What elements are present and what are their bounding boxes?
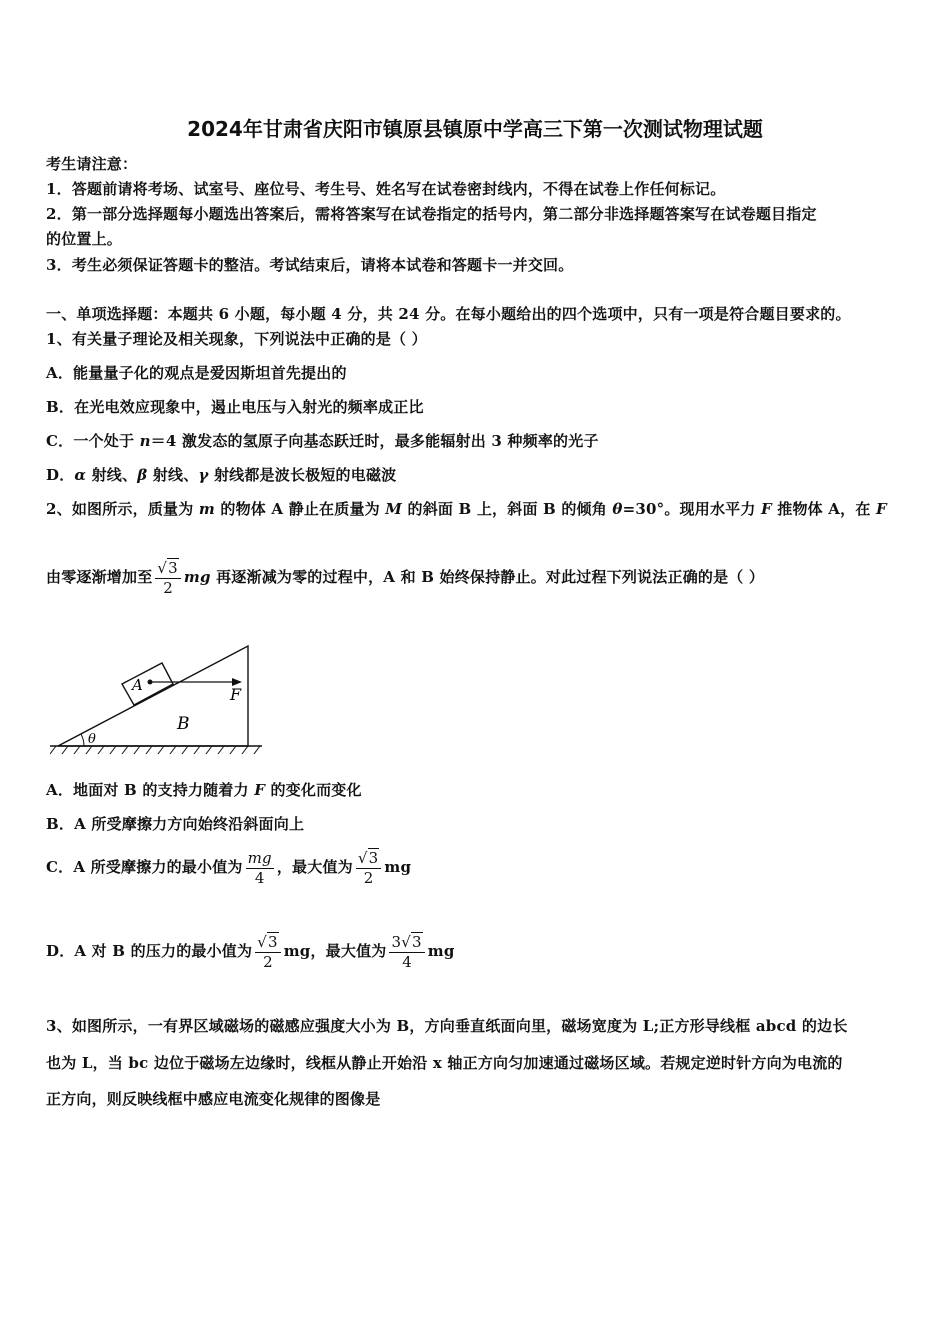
q2-a-text: A．地面对 B 的支持力随着力 — [46, 781, 255, 799]
q1-d-beta: β — [137, 466, 148, 484]
fraction-sqrt3-over-2: $\frac{√3}{2}$ — [155, 560, 181, 596]
q1-d-text-3: 射线、 — [147, 466, 199, 484]
incline-diagram — [50, 640, 270, 760]
q2-var-mg: mg — [183, 568, 211, 586]
q1-d-text-4: 射线都是波长极短的电磁波 — [208, 466, 397, 484]
label-A: A — [132, 676, 143, 694]
fraction-sqrt3-over-2: $\frac{√3}{2}$ — [356, 850, 382, 886]
q2-stem-line-2 — [46, 560, 764, 596]
fraction-sqrt3-over-2: $\frac{√3}{2}$ — [255, 934, 281, 970]
q2-option-c — [46, 850, 411, 886]
q1-option-c — [46, 430, 599, 451]
page-title: 2024年甘肃省庆阳市镇原县镇原中学高三下第一次测试物理试题 — [187, 117, 763, 141]
frac-numerator: 3 — [267, 933, 278, 951]
q3-stem-line-1: 3、如图所示，一有界区域磁场的磁感应强度大小为 B，方向垂直纸面向里，磁场宽度为 L;正方形导线框 abcd 的边长 — [46, 1017, 848, 1035]
q1-d-text-2: 射线、 — [86, 466, 138, 484]
notice-item-2: 2．第一部分选择题每小题选出答案后，需将答案写在试卷指定的括号内，第二部分非选择题答案写在试卷题目指定 — [46, 205, 817, 223]
q1-stem: 1、有关量子理论及相关现象，下列说法中正确的是（ ） — [46, 330, 427, 348]
label-B: B — [177, 714, 190, 734]
frac-numerator: mg — [247, 849, 272, 867]
q1-d-alpha: α — [74, 466, 87, 484]
q1-c-text: C．一个处于 — [46, 432, 140, 450]
frac-coefficient: 3 — [391, 933, 402, 951]
q2-a-text-2: 的变化而变化 — [265, 781, 362, 799]
q1-c-var: n — [139, 432, 151, 450]
q1-option-b: B．在光电效应现象中，遏止电压与入射光的频率成正比 — [46, 398, 424, 416]
q1-d-gamma: γ — [198, 466, 209, 484]
frac-denominator: 2 — [363, 868, 374, 887]
q2-stem-text-3: 的斜面 B 上，斜面 B 的倾角 — [402, 500, 613, 518]
fraction-3sqrt3-over-4: $\frac{3√3}{4}$ — [389, 934, 424, 970]
q1-d-text: D． — [46, 466, 75, 484]
q2-var-F: F — [760, 500, 772, 518]
q1-option-a: A．能量量子化的观点是爱因斯坦首先提出的 — [46, 364, 347, 382]
q2-stem-text-1: 2、如图所示，质量为 — [46, 500, 199, 518]
q2-c-text-3: mg — [384, 858, 412, 876]
q1-option-d — [46, 464, 396, 485]
notice-item-3: 3．考生必须保证答题卡的整洁。考试结束后，请将本试卷和答题卡一并交回。 — [46, 256, 574, 274]
angle-arc — [81, 734, 84, 746]
q2-stem-text-4: =30°。现用水平力 — [622, 500, 761, 518]
q2-a-var-F: F — [254, 781, 266, 799]
label-F: F — [230, 685, 242, 704]
q2-option-a — [46, 779, 362, 800]
frac-numerator: 3 — [368, 849, 379, 867]
frac-denominator: 4 — [402, 952, 412, 971]
q2-var-m: m — [198, 500, 215, 518]
frac-denominator: 4 — [254, 868, 265, 887]
q2-var-F-2: F — [875, 500, 887, 518]
notice-item-2-cont: 的位置上。 — [46, 230, 123, 248]
q2-var-theta: θ — [612, 500, 623, 518]
section-heading: 一、单项选择题：本题共 6 小题，每小题 4 分，共 24 分。在每小题给出的四个选项中，只有一项是符合题目要求的。 — [46, 305, 851, 323]
q2-stem — [46, 498, 887, 519]
q2-d-text-2: mg，最大值为 — [283, 942, 387, 960]
frac-denominator: 2 — [163, 578, 174, 597]
frac-denominator: 2 — [263, 952, 273, 971]
q2-line2-text-2: 再逐渐减为零的过程中，A 和 B 始终保持静止。对此过程下列说法正确的是（ ） — [210, 568, 765, 586]
q3-stem-line-2: 也为 L，当 bc 边位于磁场左边缘时，线框从静止开始沿 x 轴正方向匀加速通过磁场区域。若规定逆时针方向为电流的 — [46, 1054, 843, 1072]
frac-numerator: 3 — [168, 559, 178, 577]
q2-c-text-2: ，最大值为 — [276, 858, 353, 876]
q2-option-d — [46, 934, 455, 970]
notice-item-1: 1．答题前请将考场、试室号、座位号、考生号、姓名写在试卷密封线内，不得在试卷上作任何标记。 — [46, 180, 726, 198]
q2-c-text: C．A 所受摩擦力的最小值为 — [46, 858, 243, 876]
incline-B — [58, 646, 248, 746]
q1-c-text-2: ＝4 激发态的氢原子向基态跃迁时，最多能辐射出 3 种频率的光子 — [150, 432, 599, 450]
q2-d-text-3: mg — [427, 942, 455, 960]
frac-numerator: 3 — [412, 933, 422, 951]
q2-var-M: M — [385, 500, 403, 518]
ground-hatching — [50, 746, 260, 754]
q2-line2-text: 由零逐渐增加至 — [46, 568, 153, 586]
q3-stem-line-3: 正方向，则反映线框中感应电流变化规律的图像是 — [46, 1090, 381, 1108]
q2-d-text: D．A 对 B 的压力的最小值为 — [46, 942, 253, 960]
fraction-mg-over-4 — [246, 850, 274, 886]
q2-stem-text-5: 推物体 A，在 — [771, 500, 876, 518]
q2-stem-text-2: 的物体 A 静止在质量为 — [214, 500, 386, 518]
label-theta: θ — [88, 732, 96, 747]
notice-heading: 考生请注意： — [46, 155, 138, 173]
q2-option-b: B．A 所受摩擦力方向始终沿斜面向上 — [46, 815, 305, 833]
